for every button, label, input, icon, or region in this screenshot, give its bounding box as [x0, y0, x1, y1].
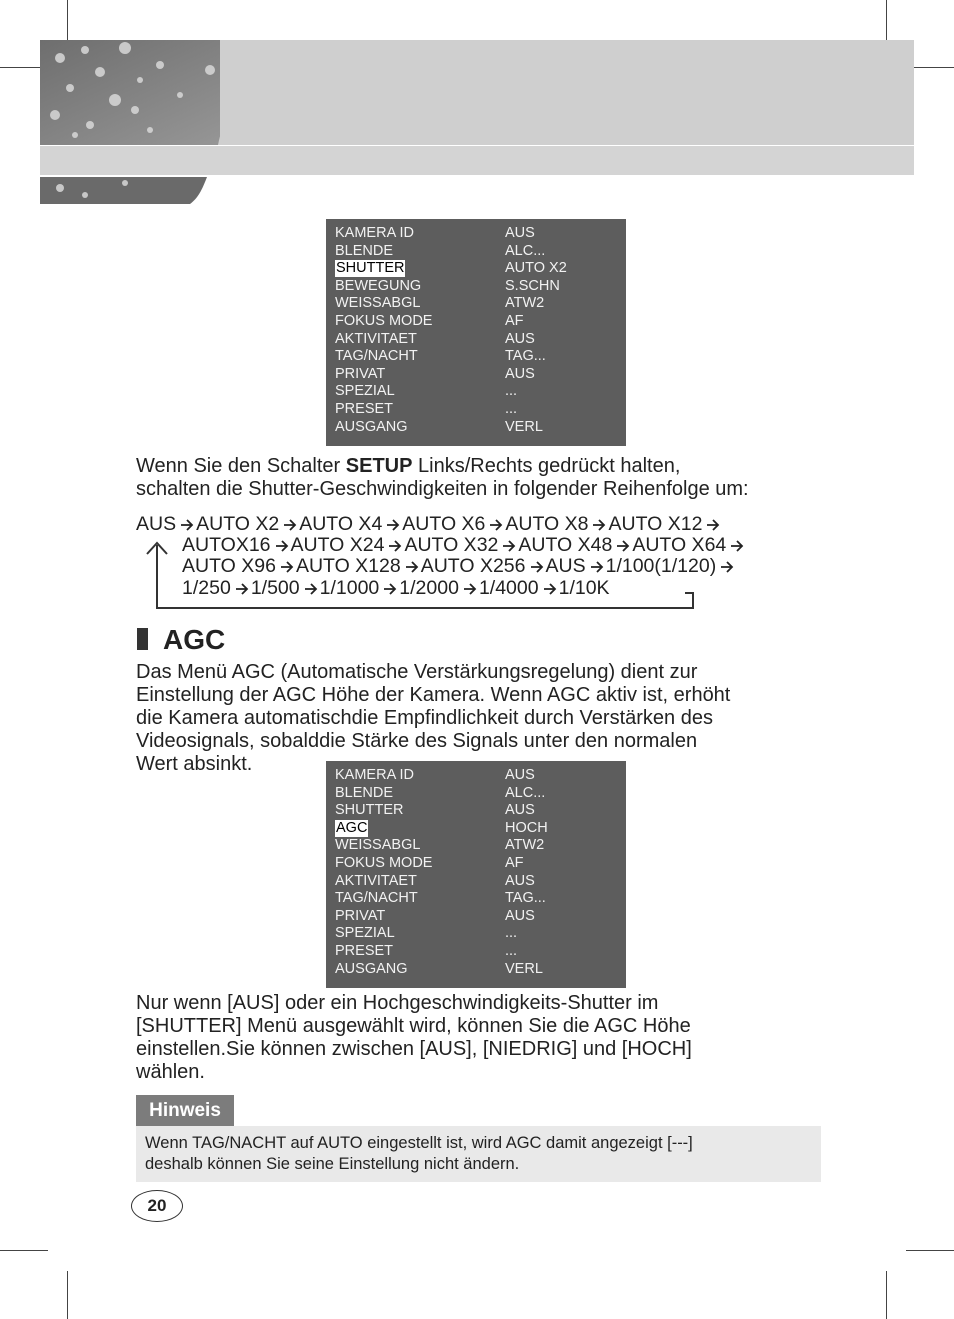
- shutter-speed: AUTOX16: [182, 534, 271, 556]
- menu-row-label: WEISSABGL: [335, 837, 421, 854]
- menu-row-label: TAG/NACHT: [335, 348, 418, 365]
- paragraph-line: Nur wenn [AUS] oder ein Hochgeschwindigkeits-Shutter im: [136, 992, 659, 1014]
- section-title-agc: AGC: [163, 624, 226, 655]
- menu-row-value: AUS: [505, 767, 535, 783]
- menu-row-label: AUSGANG: [335, 960, 408, 977]
- crop-mark: [886, 1271, 887, 1319]
- crop-mark: [906, 1250, 954, 1251]
- menu-row-label: WEISSABGL: [335, 295, 421, 312]
- menu-row-label: TAG/NACHT: [335, 890, 418, 907]
- menu-row-label: BLENDE: [335, 242, 394, 259]
- sequence-line-1: [136, 513, 722, 535]
- shutter-speed: AUS: [136, 513, 177, 535]
- menu-row-value: ...: [505, 925, 518, 942]
- menu-row-value: ...: [505, 943, 518, 959]
- shutter-speed: 1/1000: [319, 577, 380, 599]
- shutter-speed: AUS: [545, 555, 586, 577]
- menu-row-value: ALC...: [505, 242, 546, 259]
- menu-row-label: SPEZIAL: [335, 925, 395, 942]
- menu-row-label: SPEZIAL: [335, 383, 395, 400]
- paragraph-line: [SHUTTER] Menü ausgewählt wird, können Sie die AGC Höhe: [136, 1015, 691, 1037]
- shutter-speed: AUTO X128: [295, 555, 401, 577]
- menu-row-label: KAMERA ID: [335, 767, 414, 783]
- menu-row-label: BLENDE: [335, 784, 394, 801]
- menu-row-value: ALC...: [505, 784, 546, 801]
- paragraph-line: Wert absinkt.: [136, 753, 253, 775]
- menu-row-label: SHUTTER: [335, 802, 404, 819]
- intro-text: schalten die Shutter-Geschwindigkeiten in folgender Reihenfolge um:: [136, 478, 749, 500]
- right-arrow-icon: [730, 540, 744, 552]
- menu-row-value: AUTO X2: [505, 260, 567, 277]
- note-box: [136, 1126, 821, 1182]
- menu-row-value: AUS: [505, 802, 535, 819]
- menu-row-value: VERL: [505, 960, 543, 977]
- agc-paragraph: [136, 661, 730, 776]
- paragraph-line: Videosignals, sobalddie Stärke des Signals unter den normalen: [136, 730, 698, 752]
- shutter-speed: 1/100(1/120): [605, 555, 717, 577]
- note-line: Wenn TAG/NACHT auf AUTO eingestellt ist, wird AGC damit angezeigt [---]: [145, 1134, 693, 1152]
- camera-menu-agc: [326, 761, 626, 988]
- shutter-speed: 1/500: [250, 577, 300, 599]
- crop-mark: [67, 1271, 68, 1319]
- menu-row-label: AKTIVITAET: [335, 330, 417, 347]
- agc-note-paragraph: [136, 992, 692, 1084]
- menu-row-value: ATW2: [505, 837, 545, 854]
- right-arrow-icon: [386, 519, 400, 531]
- shutter-speed: AUTO X32: [404, 534, 499, 556]
- menu-row-value: ...: [505, 401, 518, 417]
- right-arrow-icon: [592, 519, 606, 531]
- shutter-speed: 1/2000: [399, 577, 459, 599]
- section-marker: [137, 628, 148, 650]
- right-arrow-icon: [180, 519, 194, 531]
- menu-row-value: AUS: [505, 365, 535, 382]
- menu-row-label: PRESET: [335, 401, 394, 417]
- shutter-speed: AUTO X8: [505, 513, 589, 535]
- shutter-speed: AUTO X2: [196, 513, 280, 535]
- menu-row-value: TAG...: [505, 890, 546, 907]
- shutter-speed: AUTO X6: [402, 513, 486, 535]
- menu-row-value: AF: [505, 855, 524, 871]
- water-drops-image: [40, 40, 220, 205]
- menu-row-label: KAMERA ID: [335, 225, 414, 241]
- paragraph-line: Das Menü AGC (Automatische Verstärkungsregelung) dient zur: [136, 661, 698, 683]
- menu-row-label: PRIVAT: [335, 365, 386, 382]
- paragraph-line: Einstellung der AGC Höhe der Kamera. Wenn AGC aktiv ist, erhöht: [136, 684, 731, 706]
- intro-paragraph: [136, 455, 749, 501]
- camera-menu-shutter: [326, 219, 626, 446]
- menu-row-label: PRESET: [335, 943, 394, 959]
- right-arrow-icon: [489, 519, 503, 531]
- paragraph-line: einstellen.Sie können zwischen [AUS], [NIEDRIG] und [HOCH]: [136, 1038, 692, 1060]
- menu-row-value: AUS: [505, 225, 535, 241]
- menu-row-label: SHUTTER: [336, 260, 405, 277]
- shutter-speed: AUTO X4: [299, 513, 383, 535]
- shutter-speed: AUTO X256: [420, 555, 526, 577]
- shutter-speed: AUTO X64: [632, 534, 727, 556]
- shutter-speed: 1/4000: [478, 577, 539, 599]
- right-arrow-icon: [706, 519, 720, 531]
- note-line: deshalb können Sie seine Einstellung nicht ändern.: [145, 1155, 520, 1173]
- menu-row-label: BEWEGUNG: [335, 277, 422, 294]
- shutter-speed: 1/250: [182, 577, 231, 599]
- intro-text: Links/Rechts gedrückt halten,: [412, 455, 681, 477]
- menu-row-label: AGC: [336, 819, 368, 836]
- menu-row-label: AUSGANG: [335, 418, 408, 435]
- menu-row-value: AUS: [505, 872, 535, 889]
- setup-keyword: SETUP: [345, 455, 413, 477]
- paragraph-line: die Kamera automatischdie Empfindlichkeit durch Verstärken des: [136, 707, 713, 729]
- loop-arrow: [140, 538, 700, 610]
- menu-row-value: AUS: [505, 330, 535, 347]
- shutter-speed: 1/10K: [558, 577, 610, 599]
- menu-row-value: ...: [505, 383, 518, 400]
- note-tab: Hinweis: [136, 1095, 234, 1126]
- menu-row-value: TAG...: [505, 348, 546, 365]
- menu-row-label: AKTIVITAET: [335, 872, 417, 889]
- menu-row-label: FOKUS MODE: [335, 855, 433, 871]
- menu-row-value: S.SCHN: [505, 277, 560, 294]
- shutter-speed: AUTO X12: [608, 513, 703, 535]
- page-number: 20: [131, 1190, 183, 1222]
- shutter-speed: AUTO X48: [518, 534, 613, 556]
- shutter-speed: AUTO X96: [182, 555, 276, 577]
- menu-row-value: AF: [505, 313, 524, 329]
- menu-row-value: AUS: [505, 907, 535, 924]
- menu-row-label: PRIVAT: [335, 907, 386, 924]
- menu-row-value: HOCH: [505, 819, 548, 836]
- crop-mark: [0, 1250, 48, 1251]
- menu-row-label: FOKUS MODE: [335, 313, 433, 329]
- right-arrow-icon: [720, 561, 734, 573]
- menu-row-value: ATW2: [505, 295, 545, 312]
- paragraph-line: wählen.: [136, 1061, 205, 1083]
- shutter-speed: AUTO X24: [290, 534, 385, 556]
- intro-text: Wenn Sie den Schalter: [136, 455, 346, 477]
- right-arrow-icon: [283, 519, 297, 531]
- menu-row-value: VERL: [505, 418, 543, 435]
